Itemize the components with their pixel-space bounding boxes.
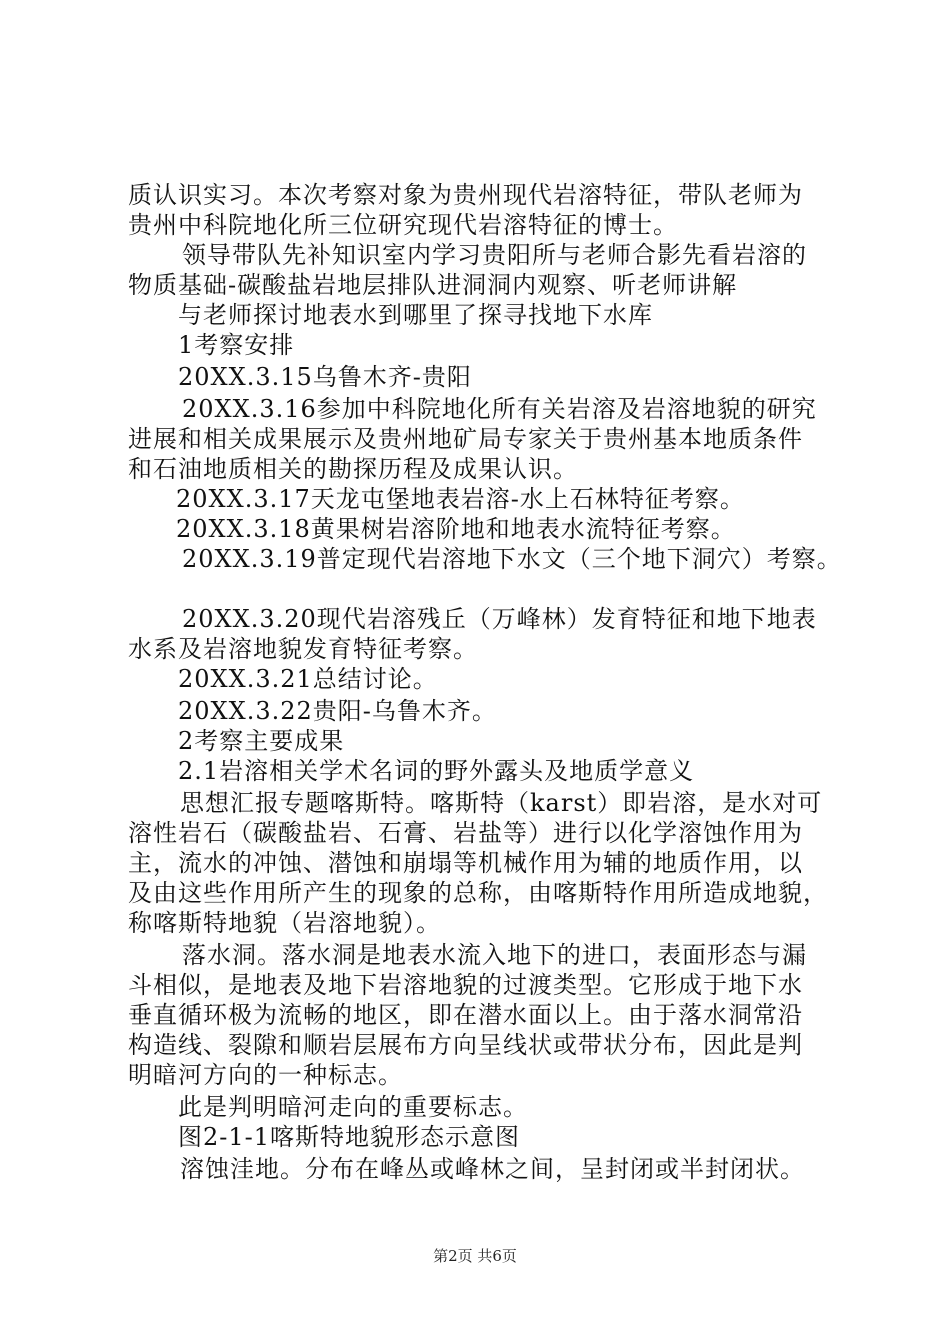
text-line: 贵州中科院地化所三位研究现代岩溶特征的博士。 [128, 211, 678, 239]
schedule-item: 20XX.3.16参加中科院地化所有关岩溶及岩溶地貌的研究 [182, 395, 817, 423]
text-line: 及由这些作用所产生的现象的总称，由喀斯特作用所造成地貌， [128, 879, 828, 907]
section-heading: 2考察主要成果 [178, 727, 345, 755]
text-line: 明暗河方向的一种标志。 [128, 1061, 403, 1089]
text-line: 垂直循环极为流畅的地区，即在潜水面以上。由于落水洞常沿 [128, 1001, 803, 1029]
text-line: 水系及岩溶地貌发育特征考察。 [128, 635, 478, 663]
text-line: 溶蚀洼地。分布在峰丛或峰林之间，呈封闭或半封闭状。 [180, 1155, 805, 1183]
text-line: 物质基础-碳酸盐岩地层排队进洞洞内观察、听老师讲解 [128, 271, 738, 299]
text-line: 领导带队先补知识室内学习贵阳所与老师合影先看岩溶的 [182, 241, 807, 269]
schedule-item: 20XX.3.17天龙屯堡地表岩溶-水上石林特征考察。 [176, 485, 745, 513]
text-line: 称喀斯特地貌（岩溶地貌）。 [128, 909, 441, 937]
text-line: 此是判明暗河走向的重要标志。 [178, 1093, 528, 1121]
schedule-item: 20XX.3.15乌鲁木齐-贵阳 [178, 363, 472, 391]
schedule-item: 20XX.3.21总结讨论。 [178, 665, 438, 693]
text-line: 思想汇报专题喀斯特。喀斯特（karst）即岩溶，是水对可 [180, 789, 823, 817]
schedule-item: 20XX.3.22贵阳-乌鲁木齐。 [178, 697, 497, 725]
text-line: 斗相似，是地表及地下岩溶地貌的过渡类型。它形成于地下水 [128, 971, 803, 999]
section-heading: 1考察安排 [178, 331, 295, 359]
page-footer: 第2页 共6页 [433, 1247, 517, 1265]
schedule-item: 20XX.3.20现代岩溶残丘（万峰林）发育特征和地下地表 [182, 605, 817, 633]
text-line: 落水洞。落水洞是地表水流入地下的进口，表面形态与漏 [182, 941, 807, 969]
text-line: 主，流水的冲蚀、潜蚀和崩塌等机械作用为辅的地质作用，以 [128, 849, 803, 877]
text-line: 和石油地质相关的勘探历程及成果认识。 [128, 455, 578, 483]
text-line: 质认识实习。本次考察对象为贵州现代岩溶特征，带队老师为 [128, 181, 803, 209]
text-line: 构造线、裂隙和顺岩层展布方向呈线状或带状分布，因此是判 [128, 1031, 803, 1059]
subsection-heading: 2.1岩溶相关学术名词的野外露头及地质学意义 [178, 757, 695, 785]
text-line: 溶性岩石（碳酸盐岩、石膏、岩盐等）进行以化学溶蚀作用为 [128, 819, 803, 847]
figure-caption: 图2-1-1喀斯特地貌形态示意图 [178, 1123, 521, 1151]
schedule-item: 20XX.3.19普定现代岩溶地下水文（三个地下洞穴）考察。 [182, 545, 842, 573]
text-line: 进展和相关成果展示及贵州地矿局专家关于贵州基本地质条件 [128, 425, 803, 453]
schedule-item: 20XX.3.18黄果树岩溶阶地和地表水流特征考察。 [176, 515, 736, 543]
text-line: 与老师探讨地表水到哪里了探寻找地下水库 [178, 301, 653, 329]
